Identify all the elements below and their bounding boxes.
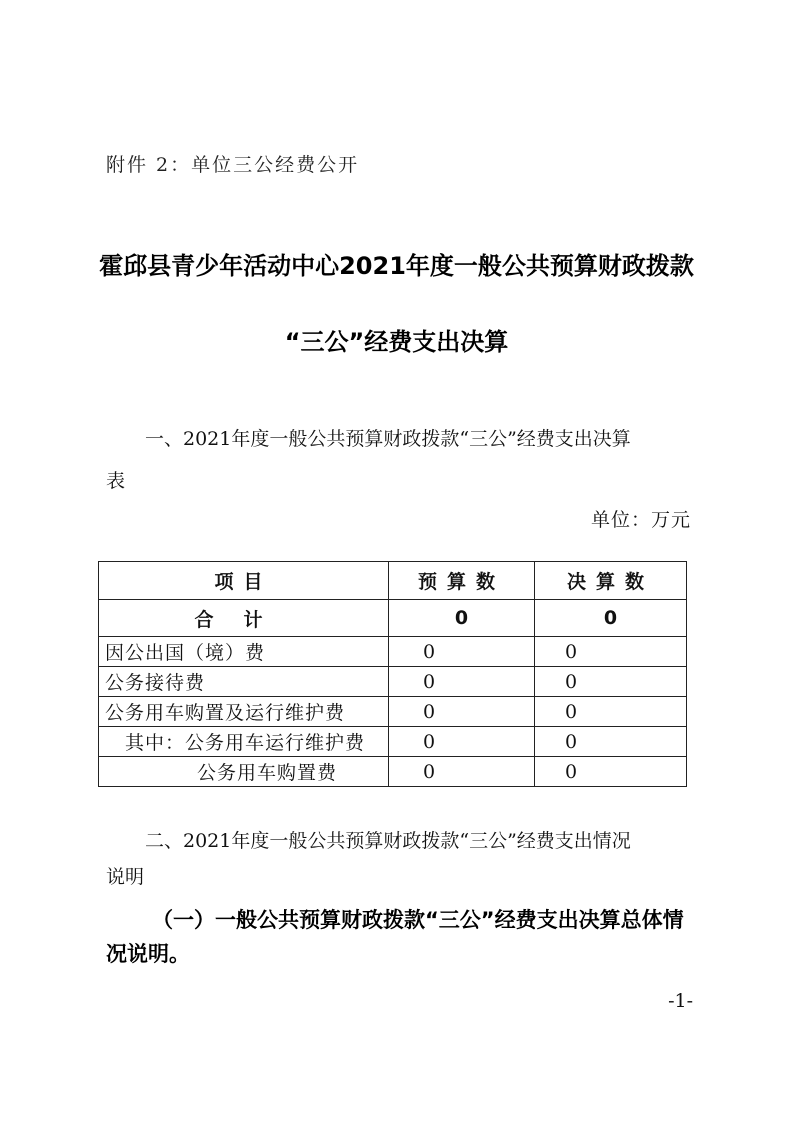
unit-label: 单位：万元 (590, 509, 691, 531)
table-row (99, 697, 687, 727)
table-row (99, 637, 687, 667)
header-item: 项目 (99, 562, 389, 600)
row-final: 0 (535, 637, 687, 667)
header-budget: 预算数 (389, 562, 535, 600)
row-name: 因公出国（境）费 (99, 637, 389, 667)
document-title-line1: 霍邱县青少年活动中心2021年度一般公共预算财政拨款 (99, 252, 694, 280)
total-final: 0 (535, 600, 687, 637)
expense-table (98, 561, 687, 787)
total-label: 合计 (99, 600, 389, 637)
row-name: 公务用车购置费 (99, 757, 389, 787)
row-final: 0 (535, 727, 687, 757)
row-final: 0 (535, 667, 687, 697)
attachment-label: 附件 2：单位三公经费公开 (106, 154, 360, 176)
subsection1-heading-line1: （一）一般公共预算财政拨款“三公”经费支出决算总体情 (152, 908, 684, 932)
section2-heading-line1: 二、2021年度一般公共预算财政拨款“三公”经费支出情况 (145, 830, 631, 852)
section2-heading-line2: 说明 (106, 866, 145, 888)
page-number: -1- (668, 990, 693, 1012)
row-budget: 0 (389, 697, 535, 727)
row-budget: 0 (389, 757, 535, 787)
table-header-row (99, 562, 687, 600)
table-row (99, 757, 687, 787)
total-budget: 0 (389, 600, 535, 637)
header-final: 决算数 (535, 562, 687, 600)
section1-heading-line1: 一、2021年度一般公共预算财政拨款“三公”经费支出决算 (145, 428, 631, 450)
row-name: 其中：公务用车运行维护费 (99, 727, 389, 757)
row-budget: 0 (389, 637, 535, 667)
subsection1-heading-line2: 况说明。 (106, 942, 190, 966)
row-final: 0 (535, 757, 687, 787)
section1-heading-line2: 表 (106, 470, 126, 492)
table-row (99, 727, 687, 757)
table-row (99, 667, 687, 697)
row-name: 公务用车购置及运行维护费 (99, 697, 389, 727)
row-final: 0 (535, 697, 687, 727)
document-title-line2: “三公”经费支出决算 (284, 328, 509, 356)
table-total-row (99, 600, 687, 637)
row-budget: 0 (389, 667, 535, 697)
row-name: 公务接待费 (99, 667, 389, 697)
row-budget: 0 (389, 727, 535, 757)
